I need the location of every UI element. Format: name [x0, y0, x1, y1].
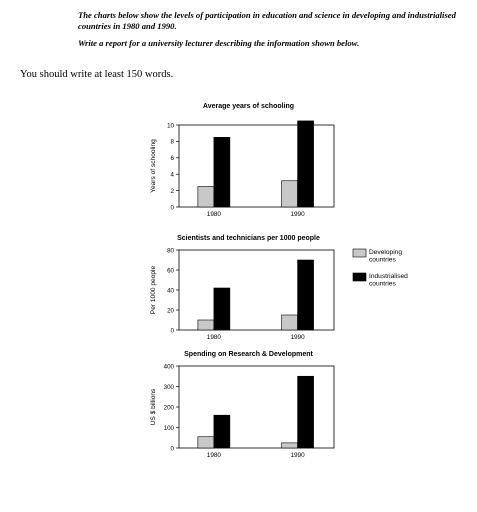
y-tick-label: 20: [167, 307, 174, 315]
y-tick-label: 40: [167, 287, 174, 295]
y-tick-label: 6: [170, 155, 174, 163]
chart-1: [150, 103, 334, 218]
x-tick-label: 1980: [206, 334, 221, 341]
legend-swatch-industrialised: [353, 273, 366, 281]
legend-swatch-developing: [353, 249, 366, 257]
task-prompt: Write a report for a university lecturer describing the information shown below.: [78, 38, 360, 48]
x-tick-label: 1990: [290, 211, 305, 218]
y-tick-label: 100: [163, 424, 174, 432]
bar-industrialised-1980: [214, 415, 230, 448]
bar-developing-1980: [198, 187, 214, 208]
y-tick-label: 0: [170, 204, 174, 212]
chart-2: [150, 235, 334, 341]
bar-developing-1980: [198, 320, 214, 330]
legend-label-industrialised: Industrialised countries: [369, 273, 408, 288]
chart-3: [150, 351, 334, 459]
y-tick-label: 200: [163, 404, 174, 412]
bar-industrialised-1980: [214, 137, 230, 207]
legend-label-developing: Developing countries: [369, 249, 402, 264]
bar-industrialised-1980: [214, 288, 230, 330]
chart-title: Average years of schooling: [202, 103, 295, 110]
bar-industrialised-1990: [298, 121, 314, 207]
x-tick-label: 1990: [290, 334, 305, 341]
y-tick-label: 0: [170, 327, 174, 335]
y-tick-label: 4: [170, 171, 174, 179]
y-tick-label: 0: [170, 445, 174, 453]
y-axis-label: US $ billions: [150, 388, 157, 426]
bar-developing-1990: [282, 181, 298, 207]
x-tick-label: 1980: [206, 452, 221, 459]
bar-developing-1990: [282, 443, 298, 448]
bar-developing-1980: [198, 437, 214, 448]
y-axis-label: Years of schooling: [150, 139, 157, 193]
y-tick-label: 80: [167, 247, 174, 255]
chart-title: Spending on Research & Development: [184, 351, 313, 358]
y-tick-label: 60: [167, 267, 174, 275]
x-tick-label: 1990: [290, 452, 305, 459]
y-axis-label: Per 1000 people: [150, 265, 157, 315]
legend: [353, 249, 408, 288]
y-tick-label: 8: [170, 138, 174, 146]
bar-industrialised-1990: [298, 260, 314, 330]
y-tick-label: 2: [170, 187, 174, 195]
x-tick-label: 1980: [206, 211, 221, 218]
y-tick-label: 300: [163, 383, 174, 391]
y-tick-label: 400: [163, 363, 174, 371]
task-description: The charts below show the levels of participation in education and science in developing and industrialised countries in 1980 and 1990.: [78, 10, 456, 31]
bar-industrialised-1990: [298, 376, 314, 448]
chart-title: Scientists and technicians per 1000 people: [177, 235, 320, 242]
bar-developing-1990: [282, 315, 298, 330]
y-tick-label: 10: [167, 122, 174, 130]
word-count-note: You should write at least 150 words.: [20, 69, 174, 80]
